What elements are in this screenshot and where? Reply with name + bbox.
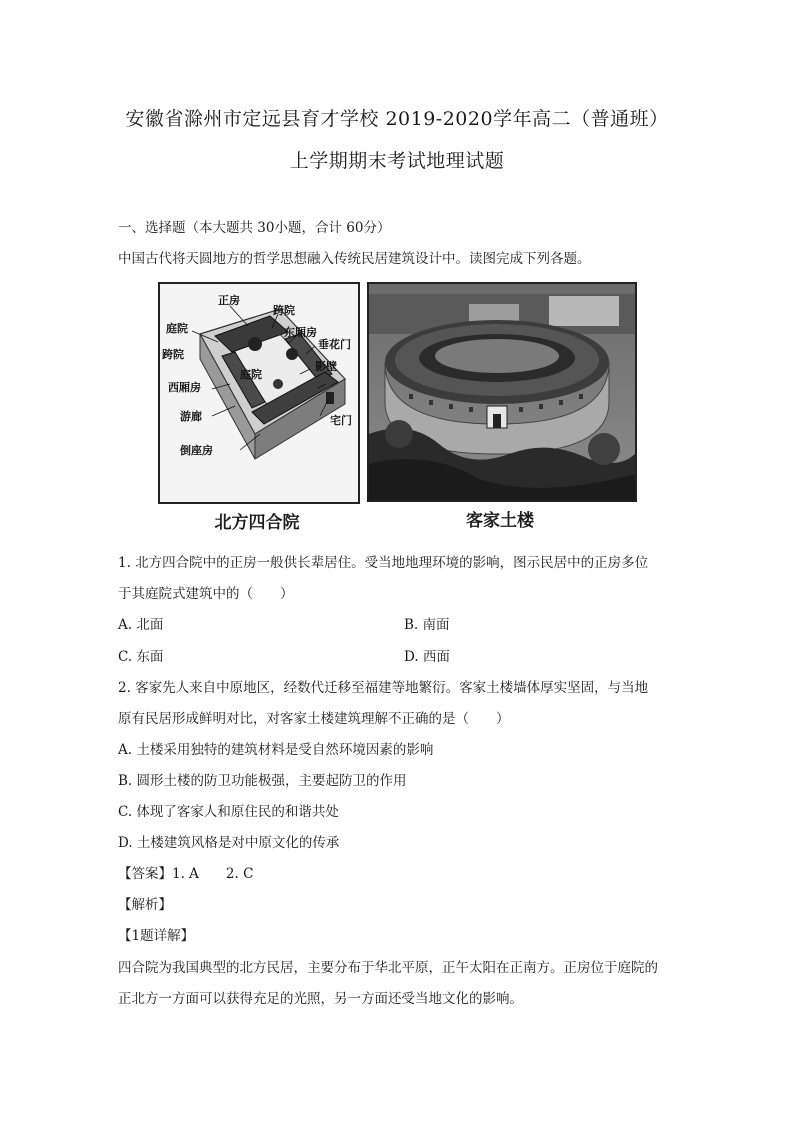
label-dongxiangfang: 东厢房 [284, 326, 317, 339]
q1-option-d: D. 西面 [404, 649, 450, 665]
siheyuan-illustration [160, 284, 358, 502]
q1-option-c: C. 东面 [118, 649, 164, 665]
q1-line-1: 1. 北方四合院中的正房一般供长辈居住。受当地地理环境的影响，图示民居中的正房多位 [118, 555, 649, 571]
title-line-2: 上学期期末考试地理试题 [289, 150, 505, 172]
title-line-1: 安徽省滁州市定远县育才学校 2019-2020学年高二（普通班） [125, 108, 669, 130]
detail-line-2: 正北方一方面可以获得充足的光照，另一方面还受当地文化的影响。 [118, 991, 523, 1007]
q2-option-b: B. 圆形土楼的防卫功能极强，主要起防卫的作用 [118, 773, 407, 789]
label-yingbi: 影壁 [315, 360, 337, 373]
tulou-figure [367, 282, 637, 502]
q1-line-2: 于其庭院式建筑中的（ ） [118, 586, 294, 602]
label-tingyuan-1: 庭院 [166, 322, 188, 335]
section-intro: 中国古代将天圆地方的哲学思想融入传统民居建筑设计中。读图完成下列各题。 [118, 251, 591, 267]
q2-line-1: 2. 客家先人来自中原地区，经数代迁移至福建等地繁衍。客家土楼墙体厚实坚固，与当地 [118, 680, 649, 696]
tulou-photo [369, 284, 635, 500]
q2-line-2: 原有民居形成鲜明对比，对客家土楼建筑理解不正确的是（ ） [118, 711, 510, 727]
section-heading: 一、选择题（本大题共 30小题，合计 60分） [118, 220, 391, 236]
label-chuihuamen: 垂花门 [318, 338, 351, 351]
answer-line: 【答案】1. A 2. C [118, 866, 254, 882]
label-zhengfang: 正房 [218, 294, 240, 307]
analysis-heading: 【解析】 [118, 897, 172, 913]
detail-heading: 【1题详解】 [118, 928, 195, 944]
label-kuayuan-1: 跨院 [273, 304, 295, 317]
label-kuayuan-2: 跨院 [162, 348, 184, 361]
label-daozuofang: 倒座房 [180, 444, 213, 457]
label-youlang: 游廊 [180, 410, 202, 423]
detail-line-1: 四合院为我国典型的北方民居，主要分布于华北平原，正午太阳在正南方。正房位于庭院的 [118, 960, 658, 976]
label-tingyuan-2: 庭院 [240, 368, 262, 381]
label-xixiangfang: 西厢房 [168, 381, 201, 394]
siheyuan-caption: 北方四合院 [214, 513, 300, 533]
q1-option-b: B. 南面 [404, 617, 450, 633]
q2-option-c: C. 体现了客家人和原住民的和谐共处 [118, 804, 339, 820]
q2-option-a: A. 土楼采用独特的建筑材料是受自然环境因素的影响 [118, 742, 434, 758]
q1-option-a: A. 北面 [118, 617, 164, 633]
siheyuan-figure [158, 282, 360, 504]
q2-option-d: D. 土楼建筑风格是对中原文化的传承 [118, 835, 340, 851]
label-zhaimen: 宅门 [330, 414, 352, 427]
tulou-caption: 客家土楼 [466, 511, 534, 531]
